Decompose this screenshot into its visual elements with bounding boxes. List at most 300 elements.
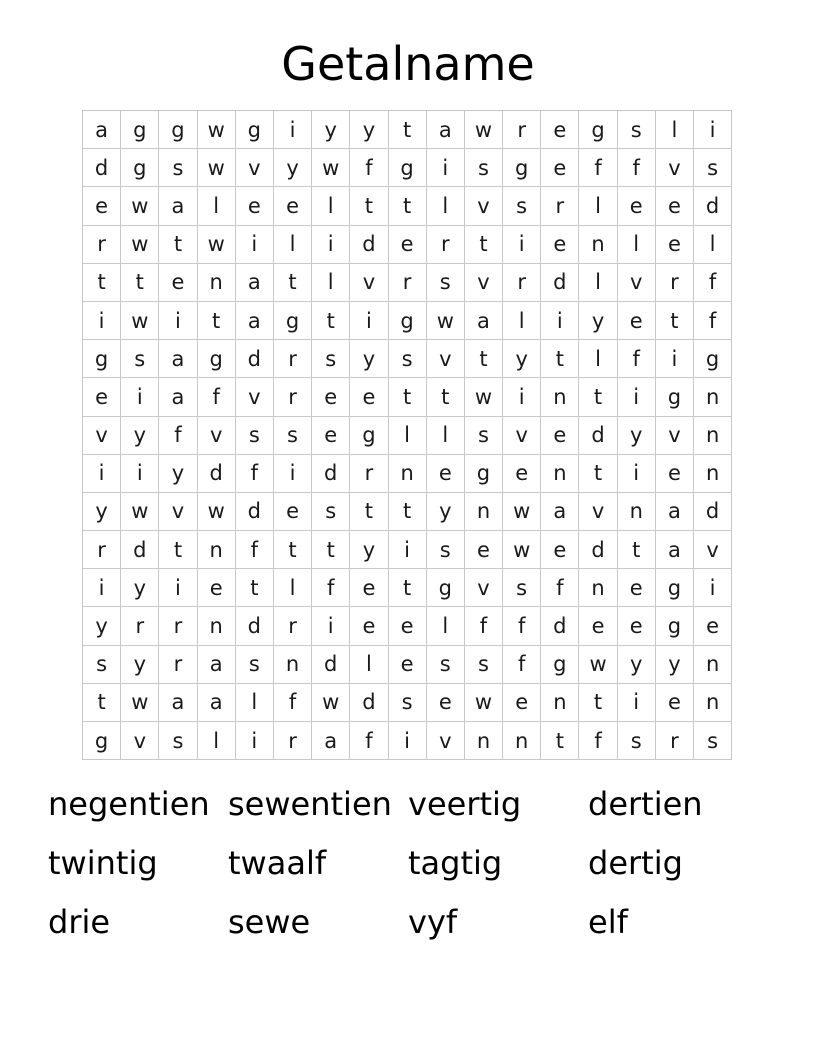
grid-cell[interactable]: r — [350, 454, 388, 492]
grid-cell[interactable]: i — [312, 607, 350, 645]
grid-cell[interactable]: e — [617, 569, 655, 607]
grid-cell[interactable]: s — [388, 683, 426, 721]
grid-cell[interactable]: s — [235, 645, 273, 683]
grid-cell[interactable]: g — [541, 645, 579, 683]
grid-cell[interactable]: f — [694, 263, 732, 301]
grid-cell[interactable]: l — [388, 416, 426, 454]
grid-cell[interactable]: r — [121, 607, 159, 645]
grid-cell[interactable]: e — [350, 378, 388, 416]
grid-cell[interactable]: v — [426, 722, 464, 760]
grid-cell[interactable]: n — [464, 492, 502, 530]
grid-cell[interactable]: n — [503, 722, 541, 760]
grid-cell[interactable]: f — [235, 531, 273, 569]
grid-row — [83, 416, 732, 454]
grid-cell[interactable]: r — [159, 645, 197, 683]
grid-cell[interactable]: i — [121, 454, 159, 492]
grid-cell[interactable]: a — [83, 111, 121, 149]
grid-cell[interactable]: i — [83, 569, 121, 607]
grid-cell[interactable]: t — [235, 569, 273, 607]
grid-cell[interactable]: e — [694, 607, 732, 645]
grid-cell[interactable]: n — [541, 378, 579, 416]
grid-cell[interactable]: n — [197, 531, 235, 569]
grid-cell[interactable]: g — [655, 607, 693, 645]
grid-cell[interactable]: r — [655, 263, 693, 301]
grid-cell[interactable]: d — [235, 340, 273, 378]
grid-cell[interactable]: i — [694, 111, 732, 149]
grid-cell[interactable]: r — [273, 340, 311, 378]
grid-cell[interactable]: y — [655, 645, 693, 683]
grid-cell[interactable]: s — [159, 722, 197, 760]
grid-cell[interactable]: e — [197, 569, 235, 607]
grid-cell[interactable]: e — [655, 187, 693, 225]
grid-cell[interactable]: e — [388, 607, 426, 645]
grid-cell[interactable]: f — [503, 645, 541, 683]
grid-row — [83, 149, 732, 187]
grid-cell[interactable]: e — [503, 683, 541, 721]
grid-cell[interactable]: e — [235, 187, 273, 225]
grid-cell[interactable]: n — [197, 263, 235, 301]
word-list-item: tagtig — [408, 843, 503, 882]
grid-cell[interactable]: y — [83, 607, 121, 645]
grid-cell[interactable]: s — [159, 149, 197, 187]
grid-cell[interactable]: l — [579, 187, 617, 225]
grid-cell[interactable]: i — [83, 301, 121, 339]
grid-cell[interactable]: t — [388, 111, 426, 149]
grid-cell[interactable]: n — [694, 645, 732, 683]
grid-cell[interactable]: n — [541, 454, 579, 492]
grid-cell[interactable]: a — [655, 531, 693, 569]
grid-cell[interactable]: v — [655, 149, 693, 187]
grid-cell[interactable]: f — [464, 607, 502, 645]
grid-cell[interactable]: v — [235, 149, 273, 187]
grid-cell[interactable]: f — [350, 722, 388, 760]
grid-cell[interactable]: l — [579, 263, 617, 301]
word-list-item: negentien — [48, 784, 210, 823]
grid-cell[interactable]: i — [617, 378, 655, 416]
grid-cell[interactable]: w — [312, 683, 350, 721]
grid-cell[interactable]: f — [235, 454, 273, 492]
grid-cell[interactable]: g — [83, 722, 121, 760]
grid-cell[interactable]: d — [121, 531, 159, 569]
grid-cell[interactable]: a — [235, 263, 273, 301]
grid-cell[interactable]: v — [83, 416, 121, 454]
grid-cell[interactable]: g — [694, 340, 732, 378]
word-list-item: twintig — [48, 843, 158, 882]
grid-cell[interactable]: t — [83, 263, 121, 301]
grid-cell[interactable]: n — [388, 454, 426, 492]
grid-cell[interactable]: y — [617, 645, 655, 683]
grid-cell[interactable]: r — [655, 722, 693, 760]
grid-cell[interactable]: t — [579, 378, 617, 416]
grid-cell[interactable]: g — [273, 301, 311, 339]
grid-cell[interactable]: s — [464, 645, 502, 683]
grid-cell[interactable]: s — [464, 416, 502, 454]
grid-cell[interactable]: e — [579, 607, 617, 645]
grid-row — [83, 607, 732, 645]
grid-cell[interactable]: t — [579, 454, 617, 492]
grid-cell[interactable]: r — [159, 607, 197, 645]
grid-cell[interactable]: r — [83, 531, 121, 569]
grid-cell[interactable]: t — [350, 492, 388, 530]
grid-cell[interactable]: y — [273, 149, 311, 187]
grid-cell[interactable]: n — [464, 722, 502, 760]
grid-cell[interactable]: t — [388, 187, 426, 225]
grid-cell[interactable]: r — [541, 187, 579, 225]
grid-cell[interactable]: y — [503, 340, 541, 378]
grid-cell[interactable]: g — [159, 111, 197, 149]
grid-cell[interactable]: f — [197, 378, 235, 416]
grid-cell[interactable]: s — [503, 187, 541, 225]
grid-cell[interactable]: e — [350, 607, 388, 645]
grid-cell[interactable]: g — [503, 149, 541, 187]
grid-cell[interactable]: d — [312, 454, 350, 492]
grid-cell[interactable]: i — [235, 722, 273, 760]
grid-cell[interactable]: e — [426, 454, 464, 492]
grid-cell[interactable]: d — [694, 492, 732, 530]
grid-cell[interactable]: e — [273, 187, 311, 225]
grid-cell[interactable]: w — [464, 378, 502, 416]
grid-cell[interactable]: a — [197, 683, 235, 721]
grid-cell[interactable]: a — [235, 301, 273, 339]
grid-cell[interactable]: i — [159, 301, 197, 339]
grid-cell[interactable]: n — [273, 645, 311, 683]
grid-cell[interactable]: a — [426, 111, 464, 149]
grid-cell[interactable]: n — [541, 683, 579, 721]
grid-cell[interactable]: s — [121, 340, 159, 378]
grid-cell[interactable]: i — [350, 301, 388, 339]
grid-cell[interactable]: i — [121, 378, 159, 416]
grid-cell[interactable]: i — [503, 225, 541, 263]
grid-cell[interactable]: i — [83, 454, 121, 492]
grid-cell[interactable]: t — [388, 569, 426, 607]
grid-cell[interactable]: e — [541, 416, 579, 454]
grid-cell[interactable]: a — [159, 187, 197, 225]
grid-cell[interactable]: w — [121, 225, 159, 263]
grid-cell[interactable]: i — [426, 149, 464, 187]
grid-cell[interactable]: t — [350, 187, 388, 225]
grid-cell[interactable]: e — [464, 531, 502, 569]
grid-cell[interactable]: i — [312, 225, 350, 263]
grid-cell[interactable]: l — [617, 225, 655, 263]
grid-cell[interactable]: e — [312, 378, 350, 416]
grid-cell[interactable]: d — [694, 187, 732, 225]
grid-cell[interactable]: a — [159, 340, 197, 378]
grid-cell[interactable]: e — [350, 569, 388, 607]
grid-cell[interactable]: e — [617, 607, 655, 645]
grid-cell[interactable]: d — [312, 645, 350, 683]
grid-cell[interactable]: e — [541, 531, 579, 569]
word-list-item: elf — [588, 902, 628, 941]
grid-cell[interactable]: g — [426, 569, 464, 607]
grid-cell[interactable]: d — [235, 607, 273, 645]
grid-cell[interactable]: i — [159, 569, 197, 607]
grid-cell[interactable]: f — [159, 416, 197, 454]
grid-cell[interactable]: w — [197, 111, 235, 149]
grid-cell[interactable]: g — [197, 340, 235, 378]
grid-cell[interactable]: v — [503, 416, 541, 454]
grid-cell[interactable]: v — [235, 378, 273, 416]
grid-cell[interactable]: v — [464, 569, 502, 607]
grid-cell[interactable]: f — [617, 149, 655, 187]
grid-cell[interactable]: e — [655, 225, 693, 263]
grid-cell[interactable]: e — [273, 492, 311, 530]
grid-cell[interactable]: e — [655, 454, 693, 492]
grid-cell[interactable]: r — [273, 722, 311, 760]
grid-cell[interactable]: e — [312, 416, 350, 454]
grid-cell[interactable]: n — [694, 378, 732, 416]
grid-cell[interactable]: a — [464, 301, 502, 339]
grid-cell[interactable]: d — [197, 454, 235, 492]
grid-cell[interactable]: g — [388, 149, 426, 187]
grid-cell[interactable]: f — [312, 569, 350, 607]
grid-cell[interactable]: r — [273, 378, 311, 416]
grid-cell[interactable]: s — [503, 569, 541, 607]
grid-cell[interactable]: e — [617, 187, 655, 225]
grid-cell[interactable]: w — [464, 111, 502, 149]
grid-cell[interactable]: i — [694, 569, 732, 607]
grid-cell[interactable]: e — [503, 454, 541, 492]
grid-cell[interactable]: t — [159, 531, 197, 569]
grid-cell[interactable]: e — [541, 149, 579, 187]
grid-cell[interactable]: g — [464, 454, 502, 492]
grid-cell[interactable]: f — [579, 722, 617, 760]
grid-cell[interactable]: g — [121, 111, 159, 149]
grid-cell[interactable]: l — [579, 340, 617, 378]
grid-cell[interactable]: i — [235, 225, 273, 263]
grid-cell[interactable]: g — [655, 378, 693, 416]
grid-cell[interactable]: i — [617, 683, 655, 721]
grid-cell[interactable]: v — [694, 531, 732, 569]
grid-cell[interactable]: s — [426, 263, 464, 301]
grid-cell[interactable]: l — [426, 187, 464, 225]
grid-cell[interactable]: w — [121, 683, 159, 721]
grid-cell[interactable]: n — [694, 683, 732, 721]
grid-cell[interactable]: l — [235, 683, 273, 721]
grid-cell[interactable]: a — [541, 492, 579, 530]
grid-cell[interactable]: y — [83, 492, 121, 530]
grid-cell[interactable]: t — [655, 301, 693, 339]
grid-cell[interactable]: t — [388, 378, 426, 416]
grid-cell[interactable]: s — [426, 531, 464, 569]
grid-cell[interactable]: t — [83, 683, 121, 721]
grid-cell[interactable]: y — [350, 111, 388, 149]
grid-cell[interactable]: e — [83, 187, 121, 225]
grid-cell[interactable]: y — [579, 301, 617, 339]
grid-cell[interactable]: a — [312, 722, 350, 760]
grid-cell[interactable]: s — [426, 645, 464, 683]
grid-cell[interactable]: l — [426, 607, 464, 645]
grid-cell[interactable]: w — [503, 531, 541, 569]
grid-cell[interactable]: l — [312, 263, 350, 301]
grid-cell[interactable]: w — [197, 225, 235, 263]
grid-cell[interactable]: y — [426, 492, 464, 530]
grid-cell[interactable]: w — [312, 149, 350, 187]
grid-cell[interactable]: t — [541, 722, 579, 760]
grid-cell[interactable]: d — [350, 683, 388, 721]
grid-cell[interactable]: d — [350, 225, 388, 263]
grid-cell[interactable]: t — [579, 683, 617, 721]
grid-cell[interactable]: l — [503, 301, 541, 339]
grid-cell[interactable]: f — [273, 683, 311, 721]
grid-cell[interactable]: s — [235, 416, 273, 454]
grid-cell[interactable]: f — [694, 301, 732, 339]
grid-cell[interactable]: v — [464, 187, 502, 225]
grid-cell[interactable]: w — [579, 645, 617, 683]
grid-cell[interactable]: i — [388, 722, 426, 760]
grid-cell[interactable]: g — [655, 569, 693, 607]
grid-cell[interactable]: s — [388, 340, 426, 378]
grid-cell[interactable]: t — [273, 263, 311, 301]
grid-cell[interactable]: w — [121, 187, 159, 225]
grid-cell[interactable]: r — [503, 263, 541, 301]
grid-cell[interactable]: y — [617, 416, 655, 454]
grid-cell[interactable]: e — [388, 225, 426, 263]
grid-cell[interactable]: n — [579, 569, 617, 607]
grid-cell[interactable]: t — [541, 340, 579, 378]
grid-cell[interactable]: i — [273, 454, 311, 492]
grid-cell[interactable]: v — [159, 492, 197, 530]
grid-cell[interactable]: r — [273, 607, 311, 645]
grid-cell[interactable]: d — [235, 492, 273, 530]
grid-cell[interactable]: g — [350, 416, 388, 454]
grid-cell[interactable]: y — [121, 569, 159, 607]
grid-cell[interactable]: i — [503, 378, 541, 416]
grid-cell[interactable]: e — [388, 645, 426, 683]
grid-cell[interactable]: d — [579, 416, 617, 454]
grid-cell[interactable]: g — [121, 149, 159, 187]
grid-cell[interactable]: f — [503, 607, 541, 645]
grid-cell[interactable]: n — [617, 492, 655, 530]
grid-cell[interactable]: w — [426, 301, 464, 339]
grid-cell[interactable]: f — [617, 340, 655, 378]
grid-cell[interactable]: a — [159, 683, 197, 721]
grid-cell[interactable]: e — [617, 301, 655, 339]
word-list-item: sewe — [228, 902, 311, 941]
grid-cell[interactable]: v — [464, 263, 502, 301]
grid-cell[interactable]: g — [83, 340, 121, 378]
grid-cell[interactable]: t — [312, 531, 350, 569]
grid-cell[interactable]: a — [655, 492, 693, 530]
grid-cell[interactable]: y — [121, 416, 159, 454]
grid-cell[interactable]: e — [426, 683, 464, 721]
grid-cell[interactable]: t — [388, 492, 426, 530]
grid-cell[interactable]: v — [350, 263, 388, 301]
grid-cell[interactable]: t — [273, 531, 311, 569]
grid-row — [83, 492, 732, 530]
grid-cell[interactable]: s — [83, 645, 121, 683]
grid-cell[interactable]: e — [159, 263, 197, 301]
grid-cell[interactable]: g — [579, 111, 617, 149]
grid-row — [83, 378, 732, 416]
grid-cell[interactable]: l — [426, 416, 464, 454]
grid-cell[interactable]: l — [197, 187, 235, 225]
grid-cell[interactable]: w — [121, 301, 159, 339]
grid-cell[interactable]: l — [312, 187, 350, 225]
grid-cell[interactable]: y — [350, 340, 388, 378]
grid-cell[interactable]: l — [273, 569, 311, 607]
grid-cell[interactable]: f — [541, 569, 579, 607]
grid-cell[interactable]: t — [464, 340, 502, 378]
grid-cell[interactable]: l — [197, 722, 235, 760]
grid-cell[interactable]: w — [503, 492, 541, 530]
grid-cell[interactable]: n — [579, 225, 617, 263]
grid-cell[interactable]: d — [83, 149, 121, 187]
grid-cell[interactable]: v — [655, 416, 693, 454]
grid-row — [83, 340, 732, 378]
grid-cell[interactable]: t — [312, 301, 350, 339]
grid-cell[interactable]: t — [121, 263, 159, 301]
grid-cell[interactable]: l — [273, 225, 311, 263]
grid-cell[interactable]: v — [426, 340, 464, 378]
grid-cell[interactable]: i — [541, 301, 579, 339]
grid-cell[interactable]: s — [694, 722, 732, 760]
grid-cell[interactable]: y — [159, 454, 197, 492]
grid-cell[interactable]: l — [655, 111, 693, 149]
grid-cell[interactable]: t — [159, 225, 197, 263]
grid-cell[interactable]: s — [312, 340, 350, 378]
grid-cell[interactable]: a — [197, 645, 235, 683]
grid-cell[interactable]: y — [121, 645, 159, 683]
grid-cell[interactable]: v — [197, 416, 235, 454]
grid-cell[interactable]: s — [312, 492, 350, 530]
grid-cell[interactable]: n — [694, 416, 732, 454]
grid-cell[interactable]: y — [350, 531, 388, 569]
grid-cell[interactable]: s — [694, 149, 732, 187]
grid-cell[interactable]: d — [579, 531, 617, 569]
grid-cell[interactable]: i — [273, 111, 311, 149]
grid-cell[interactable]: i — [617, 454, 655, 492]
grid-cell[interactable]: r — [388, 263, 426, 301]
grid-cell[interactable]: w — [197, 149, 235, 187]
grid-cell[interactable]: t — [617, 531, 655, 569]
grid-cell[interactable]: v — [121, 722, 159, 760]
grid-cell[interactable]: w — [464, 683, 502, 721]
grid-cell[interactable]: r — [83, 225, 121, 263]
grid-cell[interactable]: f — [579, 149, 617, 187]
grid-cell[interactable]: v — [617, 263, 655, 301]
grid-cell[interactable]: w — [121, 492, 159, 530]
grid-cell[interactable]: a — [159, 378, 197, 416]
grid-cell[interactable]: y — [312, 111, 350, 149]
grid-cell[interactable]: e — [541, 225, 579, 263]
grid-cell[interactable]: s — [464, 149, 502, 187]
grid-cell[interactable]: r — [503, 111, 541, 149]
grid-cell[interactable]: s — [617, 111, 655, 149]
grid-cell[interactable]: f — [350, 149, 388, 187]
grid-cell[interactable]: r — [426, 225, 464, 263]
grid-cell[interactable]: d — [541, 607, 579, 645]
grid-cell[interactable]: g — [388, 301, 426, 339]
grid-cell[interactable]: e — [541, 111, 579, 149]
grid-cell[interactable]: n — [694, 454, 732, 492]
grid-cell[interactable]: i — [655, 340, 693, 378]
grid-cell[interactable]: t — [197, 301, 235, 339]
grid-cell[interactable]: l — [350, 645, 388, 683]
grid-cell[interactable]: t — [426, 378, 464, 416]
grid-cell[interactable]: l — [694, 225, 732, 263]
grid-cell[interactable]: v — [579, 492, 617, 530]
grid-cell[interactable]: g — [235, 111, 273, 149]
grid-cell[interactable]: w — [197, 492, 235, 530]
grid-cell[interactable]: e — [83, 378, 121, 416]
grid-cell[interactable]: n — [197, 607, 235, 645]
grid-cell[interactable]: s — [273, 416, 311, 454]
grid-cell[interactable]: e — [655, 683, 693, 721]
grid-cell[interactable]: i — [388, 531, 426, 569]
grid-cell[interactable]: d — [541, 263, 579, 301]
grid-cell[interactable]: s — [617, 722, 655, 760]
grid-cell[interactable]: t — [464, 225, 502, 263]
